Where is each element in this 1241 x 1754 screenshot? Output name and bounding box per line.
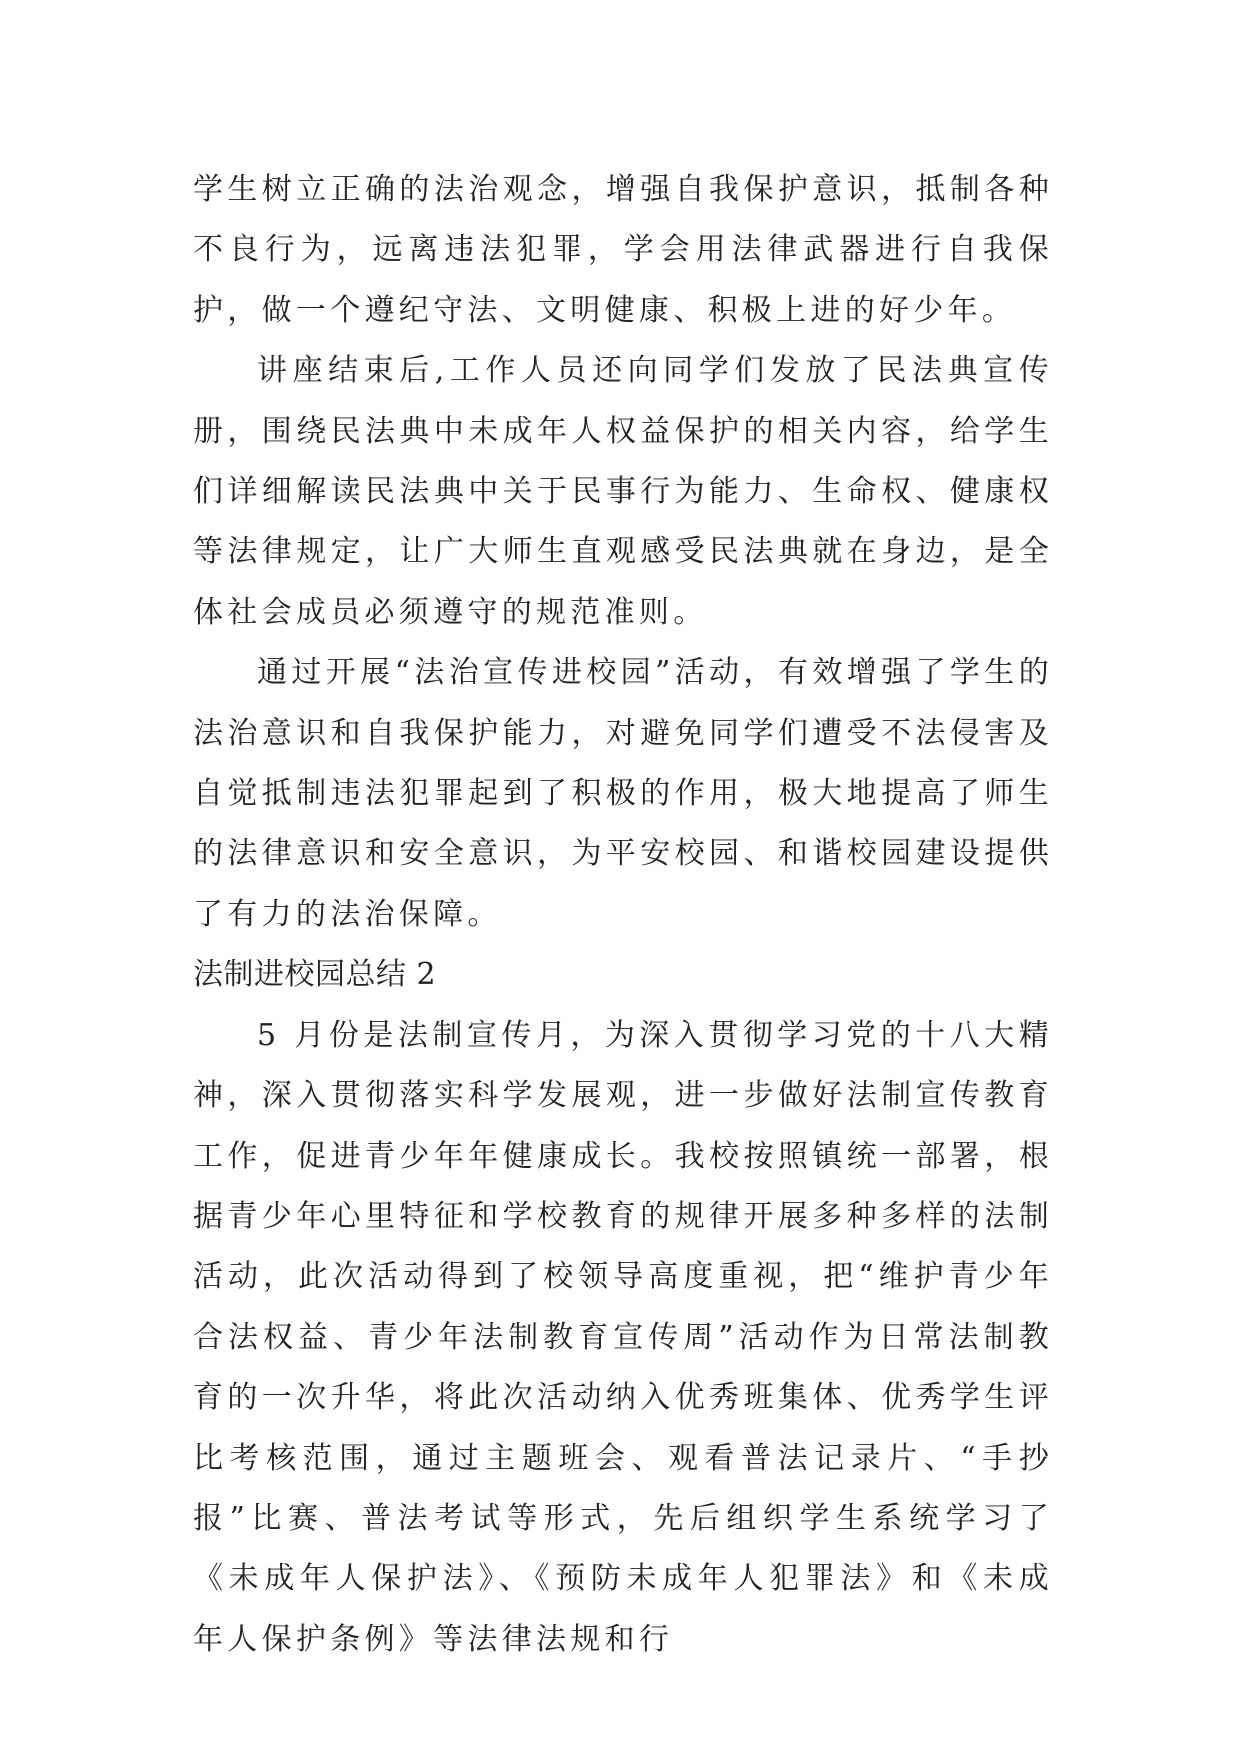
document-body — [193, 160, 1053, 1670]
paragraph-section-2-body: 5 月份是法制宣传月，为深入贯彻学习党的十八大精神，深入贯彻落实科学发展观，进一步做好法制宣传教育工作，促进青少年年健康成长。我校按照镇统一部署，根据青少年心里特征和学校教育的规律开展多种多样的法制活动，此次活动得到了校领导高度重视，把“维护青少年合法权益、青少年法制教育宣传周”活动作为日常法制教育的一次升华，将此次活动纳入优秀班集体、优秀学生评比考核范围，通过主题班会、观看普法记录片、“手抄报”比赛、普法考试等形式，先后组织学生系统学习了《未成年人保护法》、《预防未成年人犯罪法》和《未成年人保护条例》等法律法规和行 — [193, 1017, 1053, 1657]
paragraph-lecture-summary: 讲座结束后,工作人员还向同学们发放了民法典宣传册，围绕民法典中未成年人权益保护的相关内容，给学生们详细解读民法典中关于民事行为能力、生命权、健康权等法律规定，让广大师生直观感受民法典就在身边，是全体社会成员必须遵守的规范准则。 — [193, 353, 1053, 630]
paragraph-activity-outcome: 通过开展“法治宣传进校园”活动，有效增强了学生的法治意识和自我保护能力，对避免同学们遭受不法侵害及自觉抵制违法犯罪起到了积极的作用，极大地提高了师生的法律意识和安全意识，为平安校园、和谐校园建设提供了有力的法治保障。 — [193, 655, 1053, 932]
paragraph-continuation: 学生树立正确的法治观念，增强自我保护意识，抵制各种不良行为，远离违法犯罪，学会用法律武器进行自我保护，做一个遵纪守法、文明健康、积极上进的好少年。 — [193, 172, 1053, 328]
section-heading: 法制进校园总结 2 — [193, 957, 437, 993]
